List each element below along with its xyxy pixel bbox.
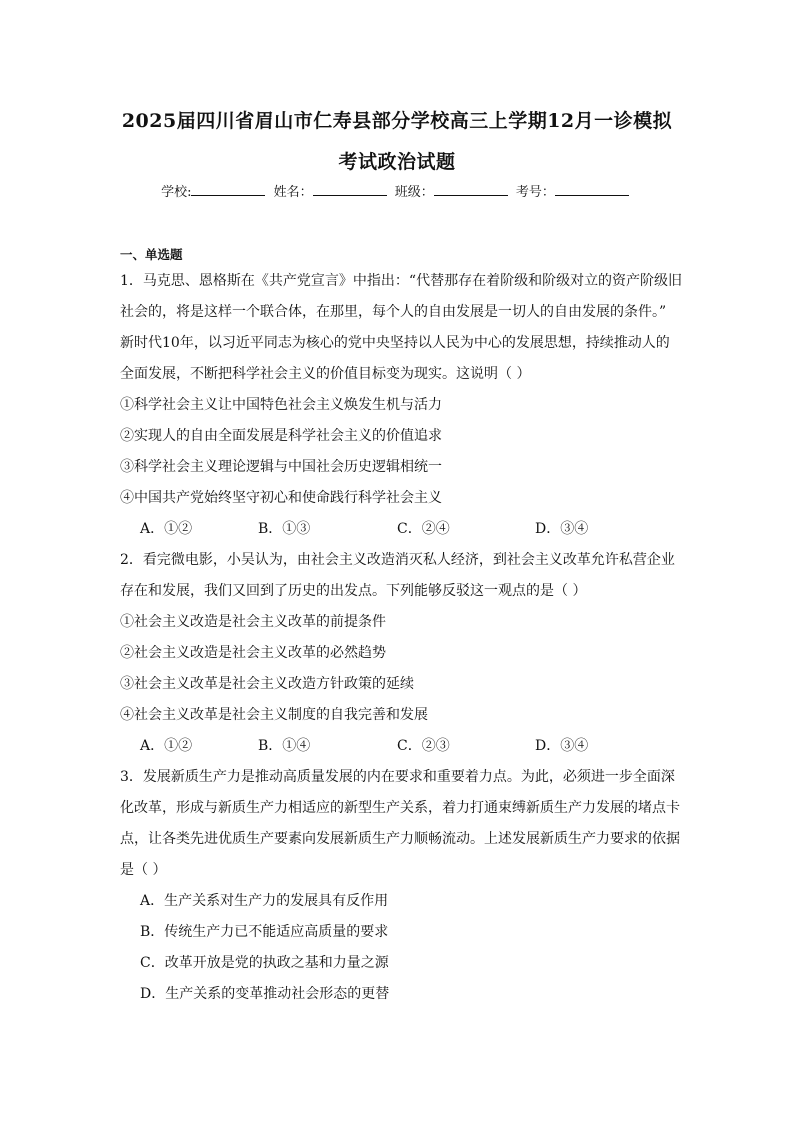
q1-stem-line: 全面发展，不断把科学社会主义的价值目标变为现实。这说明（ ） xyxy=(120,366,531,382)
q3-option-a[interactable]: A．生产关系对生产力的发展具有反作用 xyxy=(140,893,389,909)
q2-stem-line: 存在和发展，我们又回到了历史的出发点。下列能够反驳这一观点的是（ ） xyxy=(120,583,587,599)
class-label: 班级： xyxy=(394,185,434,200)
document-title-line2: 考试政治试题 xyxy=(338,151,456,173)
q2-option-b[interactable]: B．①④ xyxy=(258,738,311,754)
q1-statement: ④中国共产党始终坚守初心和使命践行科学社会主义 xyxy=(120,490,442,506)
q2-statement: ④社会主义改革是社会主义制度的自我完善和发展 xyxy=(120,707,428,723)
q2-stem-line: 2．看完微电影，小吴认为，由社会主义改造消灭私人经济，到社会主义改革允许私营企业 xyxy=(120,552,675,568)
name-label: 姓名： xyxy=(273,185,313,200)
school-label: 学校: xyxy=(161,185,192,200)
q1-statement: ①科学社会主义让中国特色社会主义焕发生机与活力 xyxy=(120,397,442,413)
q1-option-a[interactable]: A．①② xyxy=(140,521,193,537)
q3-option-d[interactable]: D．生产关系的变革推动社会形态的更替 xyxy=(140,986,390,1002)
section-heading: 一、单选题 xyxy=(120,247,183,262)
q1-statement: ②实现人的自由全面发展是科学社会主义的价值追求 xyxy=(120,428,442,444)
q3-stem-line: 点，让各类先进优质生产要素向发展新质生产力顺畅流动。上述发展新质生产力要求的依据 xyxy=(120,831,680,847)
class-blank[interactable] xyxy=(434,183,508,196)
exam-no-blank[interactable] xyxy=(555,183,629,196)
school-blank[interactable] xyxy=(191,183,265,196)
student-info-row xyxy=(0,181,794,200)
q2-statement: ①社会主义改造是社会主义改革的前提条件 xyxy=(120,614,386,630)
exam-no-label: 考号： xyxy=(515,185,555,200)
q3-option-b[interactable]: B．传统生产力已不能适应高质量的要求 xyxy=(140,924,389,940)
q3-stem-line: 是（ ） xyxy=(120,862,167,878)
q3-stem-line: 3．发展新质生产力是推动高质量发展的内在要求和重要着力点。为此，必须进一步全面深 xyxy=(120,769,675,785)
q1-option-b[interactable]: B．①③ xyxy=(258,521,311,537)
q1-option-c[interactable]: C．②④ xyxy=(397,521,450,537)
q2-option-a[interactable]: A．①② xyxy=(140,738,193,754)
q1-option-d[interactable]: D．③④ xyxy=(535,521,589,537)
q3-option-c[interactable]: C．改革开放是党的执政之基和力量之源 xyxy=(140,955,389,971)
document-title-line1: 2025届四川省眉山市仁寿县部分学校高三上学期12月一诊模拟 xyxy=(121,110,673,132)
q2-option-c[interactable]: C．②③ xyxy=(397,738,450,754)
q2-statement: ③社会主义改革是社会主义改造方针政策的延续 xyxy=(120,676,414,692)
q1-stem-line: 1．马克思、恩格斯在《共产党宣言》中指出：“代替那存在着阶级和阶级对立的资产阶级旧 xyxy=(120,273,683,289)
q2-option-d[interactable]: D．③④ xyxy=(535,738,589,754)
q2-statement: ②社会主义改造是社会主义改革的必然趋势 xyxy=(120,645,386,661)
q1-statement: ③科学社会主义理论逻辑与中国社会历史逻辑相统一 xyxy=(120,459,442,475)
q3-stem-line: 化改革，形成与新质生产力相适应的新型生产关系，着力打通束缚新质生产力发展的堵点卡 xyxy=(120,800,680,816)
q1-stem-line: 社会的，将是这样一个联合体，在那里，每个人的自由发展是一切人的自由发展的条件。” xyxy=(120,304,667,320)
name-blank[interactable] xyxy=(313,183,387,196)
q1-stem-line: 新时代10年，以习近平同志为核心的党中央坚持以人民为中心的发展思想，持续推动人的 xyxy=(120,335,670,351)
